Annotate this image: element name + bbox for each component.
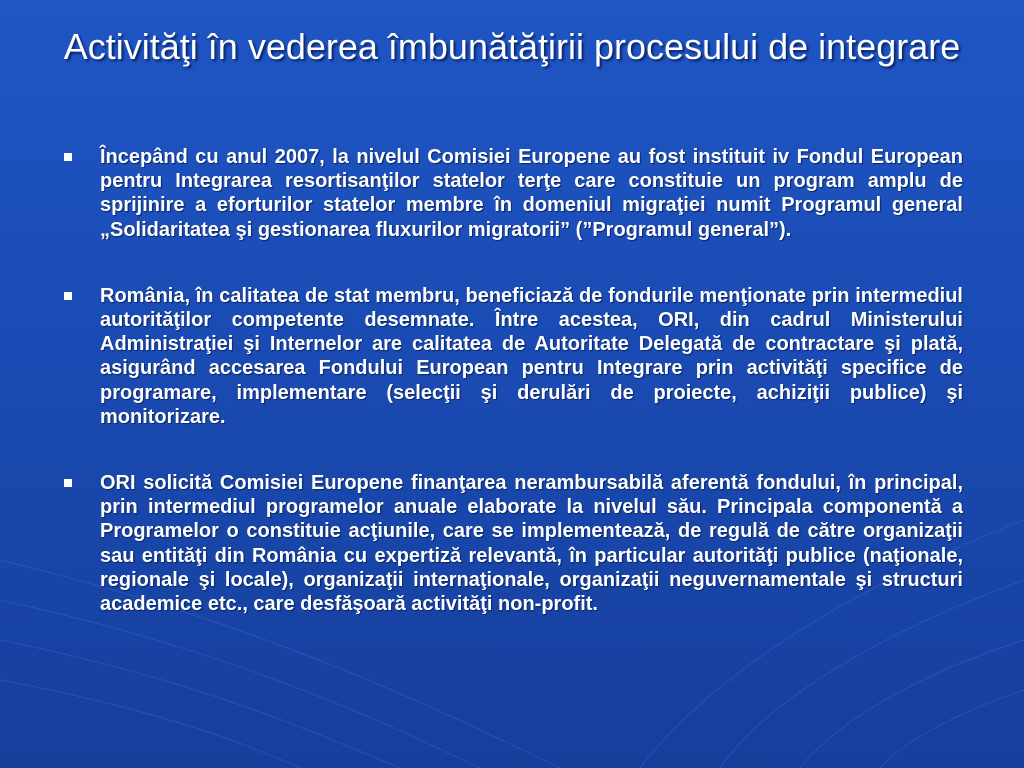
bullet-item — [62, 471, 963, 616]
bullet-text: ORI solicită Comisiei Europene finanţarea nerambursabilă aferentă fondului, în principal, prin intermediul programelor anuale elaborate la nivelul său. Principala componentă a Programelor o constituie acţiunile, care se implementează, de regulă de către organizaţii sau entităţi din România cu expertiză relevantă, în particular autorităţi publice (naţionale, regionale şi locale), organizaţii internaţionale, organizaţii neguvernamentale şi structuri academice etc., care desfăşoară activităţi non-profit. — [100, 472, 963, 616]
square-bullet-icon — [64, 479, 72, 487]
slide-title: Activităţi în vederea îmbunătăţirii procesului de integrare — [63, 26, 961, 67]
bullet-list — [62, 145, 963, 658]
bullet-text: Începând cu anul 2007, la nivelul Comisiei Europene au fost instituit iv Fondul European pentru Integrarea resortisanţilor statelor terţe care constituie un program amplu de sprijinire a eforturilor statelor membre în domeniul migraţiei numit Programul general „Solidaritatea şi gestionarea fluxurilor migratorii” (”Programul general”). — [100, 146, 963, 241]
square-bullet-icon — [64, 153, 72, 161]
bullet-item — [62, 284, 963, 429]
square-bullet-icon — [64, 292, 72, 300]
bullet-text: România, în calitatea de stat membru, beneficiază de fondurile menţionate prin intermediul autorităţilor competente desemnate. Între acestea, ORI, din cadrul Ministerului Administraţiei şi Internelor are calitatea de Autoritate Delegată de contractare şi plată, asigurând accesarea Fondului European pentru Integrare prin activităţi specifice de programare, implementare (selecţii şi derulări de proiecte, achiziţii publice) şi monitorizare. — [100, 284, 963, 428]
bullet-item — [62, 145, 963, 242]
